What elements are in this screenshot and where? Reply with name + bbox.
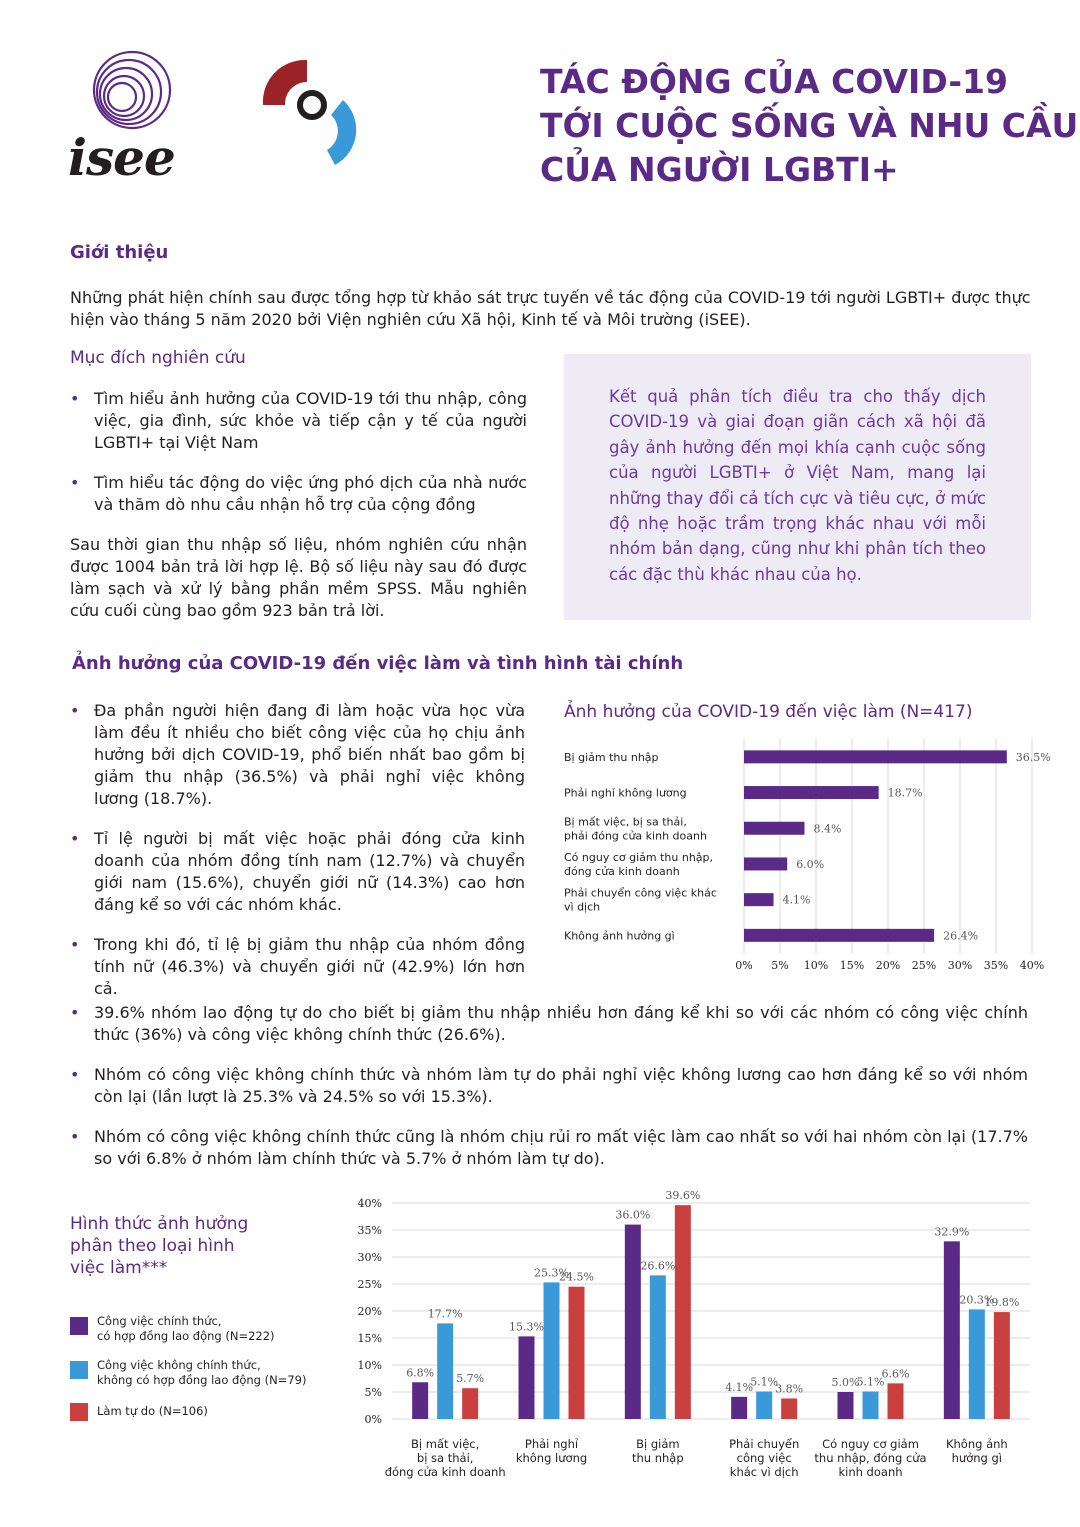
x-tick-label: 5% (771, 959, 789, 972)
category-label: Phải nghỉ không lương (564, 786, 687, 800)
legend-label-line: có hợp đồng lao động (N=222) (97, 1329, 275, 1343)
purpose-bullet: • Tìm hiểu tác động do việc ứng phó dịch của nhà nước và thăm dò nhu cầu nhận hỗ trợ của cộng đồng (70, 472, 527, 516)
method-paragraph: Sau thời gian thu nhập số liệu, nhóm nghiên cứu nhận được 1004 bản trả lời hợp lệ. Bộ số liệu này sau đó được làm sạch và xử lý bằng phần mềm SPSS. Mẫu nghiên cứu cuối cùng bao gồm 923 bản trả lời. (70, 535, 527, 620)
category-label: Không ảnh hưởng gì (564, 929, 675, 943)
legend-label-line: Công việc không chính thức, (97, 1358, 261, 1372)
x-tick-label: 0% (735, 959, 753, 972)
category-label: Bị giảm thu nhập (564, 750, 659, 764)
bar-value-label: 18.7% (887, 786, 923, 800)
section-employment-heading: Ảnh hưởng của COVID-19 đến việc làm và tình hình tài chính (72, 653, 684, 674)
bar (744, 750, 1007, 763)
x-tick-label: 10% (803, 959, 829, 972)
employment-bullet: • Tỉ lệ người bị mất việc hoặc phải đóng cửa kinh doanh của nhóm đồng tính nam (12.7%) và chuyển giới nam (15.6%), chuyển giới nữ (14.3%) cao hơn đáng kể so với các nhóm khác. (70, 828, 525, 916)
isee-rings-icon (66, 48, 196, 138)
category-label: công việc (736, 1451, 792, 1465)
x-tick-label: 25% (911, 959, 937, 972)
intro-heading: Giới thiệu (70, 242, 169, 263)
bar (731, 1397, 747, 1419)
x-tick-label: 40% (1019, 959, 1045, 972)
bar-value-label: 17.7% (427, 1307, 463, 1321)
isee-logo (66, 48, 196, 188)
y-tick-label: 35% (357, 1224, 382, 1237)
y-tick-label: 20% (357, 1305, 382, 1318)
chart2-heading: Hình thức ảnh hưởng phân theo loại hình việc làm*** (70, 1214, 249, 1278)
bar-value-label: 5.1% (750, 1375, 779, 1389)
bar (888, 1383, 904, 1419)
document-title (540, 60, 1079, 192)
category-label: đóng cửa kinh doanh (564, 864, 680, 878)
bar-value-label: 32.9% (934, 1225, 970, 1239)
employment-bullet-list (70, 700, 525, 1018)
bar (756, 1391, 772, 1419)
bar-value-label: 6.0% (796, 857, 825, 871)
bar-value-label: 20.3% (959, 1293, 995, 1307)
x-tick-label: 20% (875, 959, 901, 972)
category-label: Bị mất việc, bị sa thải, (564, 815, 687, 829)
bar (412, 1382, 428, 1419)
legend-item-informal (70, 1358, 340, 1398)
bar (675, 1205, 691, 1419)
bar-value-label: 3.8% (775, 1382, 804, 1396)
employment-type-bullet: • Nhóm có công việc không chính thức và nhóm làm tự do phải nghỉ việc không lương cao hơn đáng kể so với nhóm còn lại (lần lượt là 25.3% và 24.5% so với 15.3%). (70, 1064, 1028, 1108)
x-tick-label: 15% (839, 959, 865, 972)
bar-value-label: 6.8% (406, 1366, 435, 1380)
legend-swatch-formal (70, 1317, 88, 1335)
isee-logo-text: isee (68, 128, 175, 187)
bar-value-label: 39.6% (665, 1189, 701, 1203)
bar (462, 1388, 478, 1419)
category-label: Không ảnh (945, 1437, 1008, 1451)
bar-value-label: 26.4% (943, 929, 979, 943)
bar (838, 1392, 854, 1419)
bar (544, 1282, 560, 1419)
purpose-bullet: • Tìm hiểu ảnh hưởng của COVID-19 tới thu nhập, công việc, gia đình, sức khỏe và tiếp cận y tế của người LGBTI+ tại Việt Nam (70, 388, 527, 454)
category-label: Phải chuyển (729, 1437, 800, 1451)
bar (863, 1391, 879, 1419)
x-tick-label: 30% (947, 959, 973, 972)
employment-impact-bar-chart (560, 735, 1060, 975)
employment-bullet: • Đa phần người hiện đang đi làm hoặc vừa học vừa làm đều ít nhiều cho biết công việc của họ chịu ảnh hưởng bởi dịch COVID-19, phổ biến nhất bao gồm bị giảm thu nhập (36.5%) và phải nghỉ việc không lương (18.7%). (70, 700, 525, 810)
title-line-2: TỚI CUỘC SỐNG VÀ NHU CẦU (540, 106, 1079, 145)
bar-value-label: 6.6% (881, 1367, 910, 1381)
purpose-heading: Mục đích nghiên cứu (70, 348, 246, 368)
chart2-legend (70, 1314, 340, 1428)
bar-value-label: 15.3% (509, 1320, 544, 1334)
intro-paragraph: Những phát hiện chính sau được tổng hợp từ khảo sát trực tuyến về tác động của COVID-19 tới người LGBTI+ được thực hiện vào tháng 5 năm 2020 bởi Viện nghiên cứu Xã hội, Kinh tế và Môi trường (iSEE). (70, 288, 1031, 329)
category-label: thu nhập, đóng cửa (814, 1451, 927, 1465)
bar-value-label: 5.7% (456, 1372, 485, 1386)
bar (781, 1398, 797, 1419)
category-label: bị sa thải, (416, 1451, 474, 1465)
bar-value-label: 24.5% (559, 1270, 594, 1284)
bar-value-label: 4.1% (782, 893, 811, 907)
category-label: Bị mất việc, (411, 1437, 480, 1451)
bar (519, 1336, 535, 1419)
bar-value-label: 36.5% (1015, 750, 1051, 764)
bar (650, 1275, 666, 1419)
chart1-title: Ảnh hưởng của COVID-19 đến việc làm (N=417) (564, 702, 973, 722)
bar (744, 929, 934, 942)
y-tick-label: 40% (357, 1197, 382, 1210)
legend-swatch-informal (70, 1361, 88, 1379)
bar-value-label: 5.1% (856, 1375, 885, 1389)
legend-swatch-freelance (70, 1403, 88, 1421)
category-label: Có nguy cơ giảm thu nhập, (564, 850, 714, 864)
category-label: Phải nghỉ (524, 1437, 579, 1451)
bar (744, 822, 804, 835)
bar-value-label: 25.3% (534, 1266, 569, 1280)
partner-logo-icon (255, 55, 365, 170)
employment-type-grouped-bar-chart (350, 1185, 1040, 1485)
bar (744, 857, 787, 870)
category-label: khác vì dịch (729, 1465, 799, 1479)
category-label: Phải chuyển công việc khác (564, 886, 717, 900)
category-label: phải đóng cửa kinh doanh (564, 829, 707, 843)
bar (994, 1312, 1010, 1419)
category-label: Có nguy cơ giảm (822, 1437, 919, 1451)
bar-value-label: 5.0% (831, 1376, 860, 1389)
employment-type-bullet: • 39.6% nhóm lao động tự do cho biết bị giảm thu nhập nhiều hơn đáng kể khi so với các nhóm có công việc chính thức (36%) và công việc không chính thức (26.6%). (70, 1002, 1028, 1046)
y-tick-label: 0% (364, 1413, 382, 1426)
bar (625, 1225, 641, 1419)
y-tick-label: 30% (357, 1251, 382, 1264)
title-line-1: TÁC ĐỘNG CỦA COVID-19 (540, 62, 1008, 101)
bar (944, 1241, 960, 1419)
legend-label-line: không có hợp đồng lao động (N=79) (97, 1373, 307, 1387)
bar (744, 893, 774, 906)
bar-value-label: 8.4% (813, 822, 842, 836)
employment-type-bullet: • Nhóm có công việc không chính thức cũng là nhóm chịu rủi ro mất việc làm cao nhất so với hai nhóm còn lại (17.7% so với 6.8% ở nhóm làm chính thức và 5.7% ở nhóm làm tự do). (70, 1126, 1028, 1170)
category-label: kinh doanh (838, 1465, 903, 1479)
bar (969, 1309, 985, 1419)
category-label: hưởng gì (951, 1451, 1003, 1465)
category-label: thu nhập (631, 1451, 684, 1465)
callout-text: Kết quả phân tích điều tra cho thấy dịch COVID-19 và giai đoạn giãn cách xã hội đã gây ảnh hưởng đến mọi khía cạnh cuộc sống của người LGBTI+ ở Việt Nam, mang lại những thay đổi cả tích cực và tiêu cực, ở mức độ nhẹ hoặc trầm trọng khác nhau với mỗi nhóm bản dạng, cũng như khi phân tích theo các đặc thù khác nhau của họ. (609, 387, 986, 584)
title-line-3: CỦA NGƯỜI LGBTI+ (540, 150, 899, 189)
y-tick-label: 10% (357, 1359, 382, 1372)
legend-item-freelance (70, 1404, 340, 1428)
category-label: Bị giảm (636, 1437, 680, 1451)
category-label: vì dịch (564, 900, 601, 914)
bar (569, 1287, 585, 1419)
bar-value-label: 26.6% (640, 1259, 676, 1273)
legend-label-line: Công việc chính thức, (97, 1314, 222, 1328)
y-tick-label: 25% (357, 1278, 382, 1291)
legend-item-formal (70, 1314, 340, 1354)
legend-label-line: Làm tự do (N=106) (97, 1404, 208, 1418)
category-label: không lương (515, 1451, 588, 1465)
bar-value-label: 4.1% (725, 1380, 754, 1394)
y-tick-label: 5% (364, 1386, 382, 1399)
purpose-bullet-list (70, 388, 527, 534)
employment-type-bullet-list (70, 1002, 1028, 1188)
bar-value-label: 19.8% (984, 1296, 1020, 1310)
bar (744, 786, 879, 799)
y-tick-label: 15% (357, 1332, 382, 1345)
employment-bullet: • Trong khi đó, tỉ lệ bị giảm thu nhập của nhóm đồng tính nữ (46.3%) và chuyển giới nữ (42.9%) lớn hơn cả. (70, 934, 525, 1000)
bar (437, 1323, 453, 1419)
bar-value-label: 36.0% (615, 1208, 651, 1222)
x-tick-label: 35% (983, 959, 1009, 972)
category-label: đóng cửa kinh doanh (384, 1465, 506, 1479)
